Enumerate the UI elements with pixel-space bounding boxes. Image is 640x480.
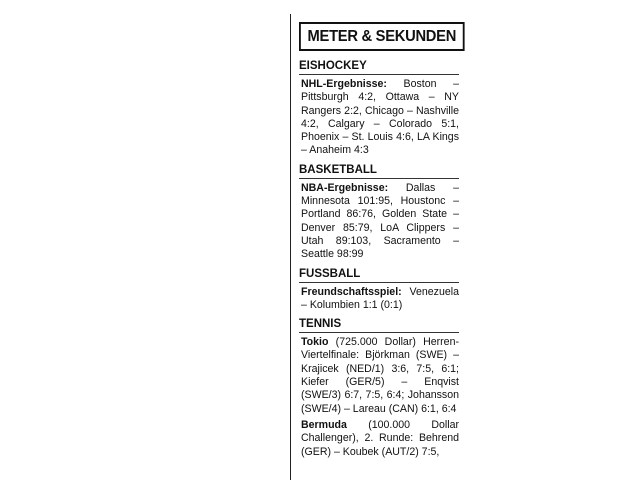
entry-lead: Freundschaftsspiel: xyxy=(301,285,402,298)
section-title-eishockey: EISHOCKEY xyxy=(299,60,459,75)
entry-text: (725.000 Dollar) Herren-Viertelfinale: Björkman (SWE) – Krajicek (NED/1) 3:6, 7:5, 6:1; Kiefer (GER/5) – Enqvist (SWE/3) 6:7, 7:5, 6:4; Johansson (SWE/4) – Lareau (CAN) 6:1, 6:4 xyxy=(301,336,459,415)
entry-text: Dallas – Minnesota 101:95, Houstonc – Portland 86:76, Golden State – Denver 85:79, LoA Clippers – Utah 89:103, Sacramento – Seattle 98:99 xyxy=(301,181,459,261)
results-entry xyxy=(299,286,459,313)
entry-lead: Bermuda xyxy=(301,418,347,431)
entry-text: (100.000 Dollar Challenger), 2. Runde: Behrend (GER) – Koubek (AUT/2) 7:5, xyxy=(301,418,459,458)
results-entry xyxy=(299,78,459,158)
column-masthead: METER & SEKUNDEN xyxy=(299,22,465,51)
entry-text: Venezuela – Kolumbien 1:1 (0:1) xyxy=(301,285,459,311)
section-title-tennis: TENNIS xyxy=(299,318,459,333)
section-title-fussball: FUSSBALL xyxy=(299,268,459,283)
results-entry xyxy=(299,182,459,262)
column-content xyxy=(299,14,461,459)
entry-lead: NHL-Ergebnisse: xyxy=(301,78,387,90)
entry-lead: NBA-Ergebnisse: xyxy=(301,181,389,194)
news-column xyxy=(290,14,466,480)
entry-lead: Tokio xyxy=(301,336,329,349)
results-entry xyxy=(299,419,459,459)
entry-text: Boston –Pittsburgh 4:2, Ottawa – NY Rangers 2:2, Chicago – Nashville 4:2, Calgary – Colorado 5:1, Phoenix – St. Louis 4:6, LA Kings – Anaheim 4:3 xyxy=(301,78,459,157)
results-entry xyxy=(299,336,459,416)
section-title-basketball: BASKETBALL xyxy=(299,164,459,179)
